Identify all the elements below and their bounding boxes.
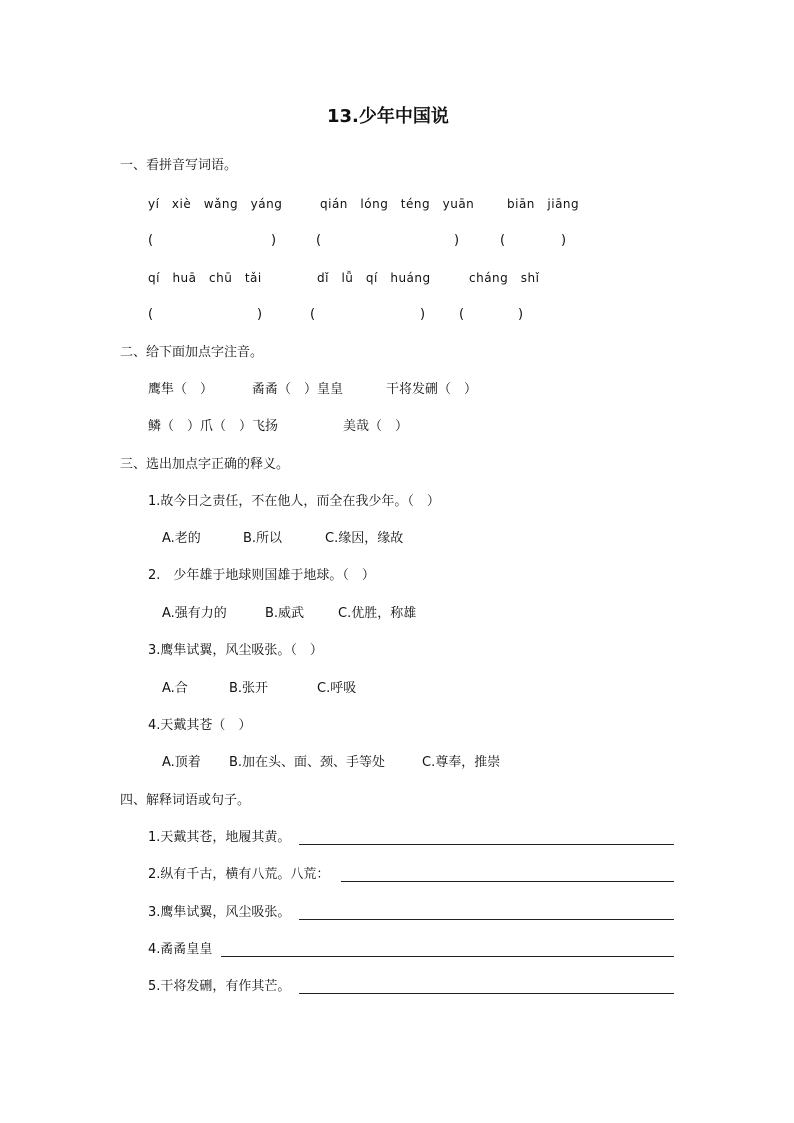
section-2-heading: 二、给下面加点字注音。 <box>120 345 264 360</box>
answer-paren-close: ) <box>454 233 460 248</box>
option-b[interactable]: B.张开 <box>229 681 269 696</box>
answer-line[interactable] <box>299 919 674 920</box>
option-c[interactable]: C.缘因，缘故 <box>325 531 404 546</box>
explain-item: 2.纵有千古，横有八荒。八荒： <box>148 867 330 882</box>
pinyin-item: yí xiè wǎng yáng <box>148 197 283 211</box>
phonetic-item[interactable]: 矞矞（ ）皇皇 <box>252 382 344 397</box>
answer-paren-open[interactable]: ( <box>316 233 322 248</box>
answer-paren-close: ) <box>420 307 426 322</box>
answer-line[interactable] <box>221 956 674 957</box>
option-a[interactable]: A.合 <box>162 681 188 696</box>
question-text[interactable]: 3.鹰隼试翼，风尘吸张。（ ） <box>148 643 323 658</box>
question-text[interactable]: 4.天戴其苍（ ） <box>148 718 252 733</box>
answer-paren-close: ) <box>257 307 263 322</box>
option-c[interactable]: C.优胜，称雄 <box>338 606 417 621</box>
option-b[interactable]: B.所以 <box>243 531 283 546</box>
section-1-heading: 一、看拼音写词语。 <box>120 158 238 173</box>
phonetic-item[interactable]: 鳞（ ）爪（ ）飞扬 <box>148 419 279 434</box>
answer-line[interactable] <box>341 881 674 882</box>
option-a[interactable]: A.强有力的 <box>162 606 227 621</box>
option-b[interactable]: B.威武 <box>265 606 305 621</box>
page-title: 13.少年中国说 <box>327 106 449 127</box>
pinyin-item: biān jiāng <box>507 197 580 211</box>
phonetic-item[interactable]: 鹰隼（ ） <box>148 382 214 397</box>
option-c[interactable]: C.尊奉，推崇 <box>422 755 501 770</box>
pinyin-item: qí huā chū tǎi <box>148 271 262 285</box>
answer-paren-open[interactable]: ( <box>148 307 154 322</box>
explain-item: 1.天戴其苍，地履其黄。 <box>148 830 291 845</box>
explain-item: 4.矞矞皇皇 <box>148 942 213 957</box>
option-b[interactable]: B.加在头、面、颈、手等处 <box>229 755 386 770</box>
phonetic-item[interactable]: 干将发硎（ ） <box>386 382 478 397</box>
answer-paren-close: ) <box>518 307 524 322</box>
option-c[interactable]: C.呼吸 <box>317 681 357 696</box>
question-text[interactable]: 1.故今日之责任，不在他人，而全在我少年。（ ） <box>148 494 440 509</box>
explain-item: 3.鹰隼试翼，风尘吸张。 <box>148 905 291 920</box>
explain-item: 5.干将发硎，有作其芒。 <box>148 979 291 994</box>
option-a[interactable]: A.老的 <box>162 531 201 546</box>
answer-paren-close: ) <box>561 233 567 248</box>
answer-paren-open[interactable]: ( <box>310 307 316 322</box>
option-a[interactable]: A.顶着 <box>162 755 201 770</box>
answer-line[interactable] <box>299 844 674 845</box>
pinyin-item: dǐ lǚ qí huáng <box>317 271 431 285</box>
answer-line[interactable] <box>299 993 674 994</box>
question-text[interactable]: 2. 少年雄于地球则国雄于地球。（ ） <box>148 568 375 583</box>
answer-paren-open[interactable]: ( <box>148 233 154 248</box>
section-4-heading: 四、解释词语或句子。 <box>120 793 251 808</box>
phonetic-item[interactable]: 美哉（ ） <box>343 419 409 434</box>
answer-paren-open[interactable]: ( <box>500 233 506 248</box>
answer-paren-close: ) <box>271 233 277 248</box>
pinyin-item: cháng shǐ <box>469 271 540 285</box>
section-3-heading: 三、选出加点字正确的释义。 <box>120 457 290 472</box>
pinyin-item: qián lóng téng yuān <box>320 197 475 211</box>
answer-paren-open[interactable]: ( <box>459 307 465 322</box>
